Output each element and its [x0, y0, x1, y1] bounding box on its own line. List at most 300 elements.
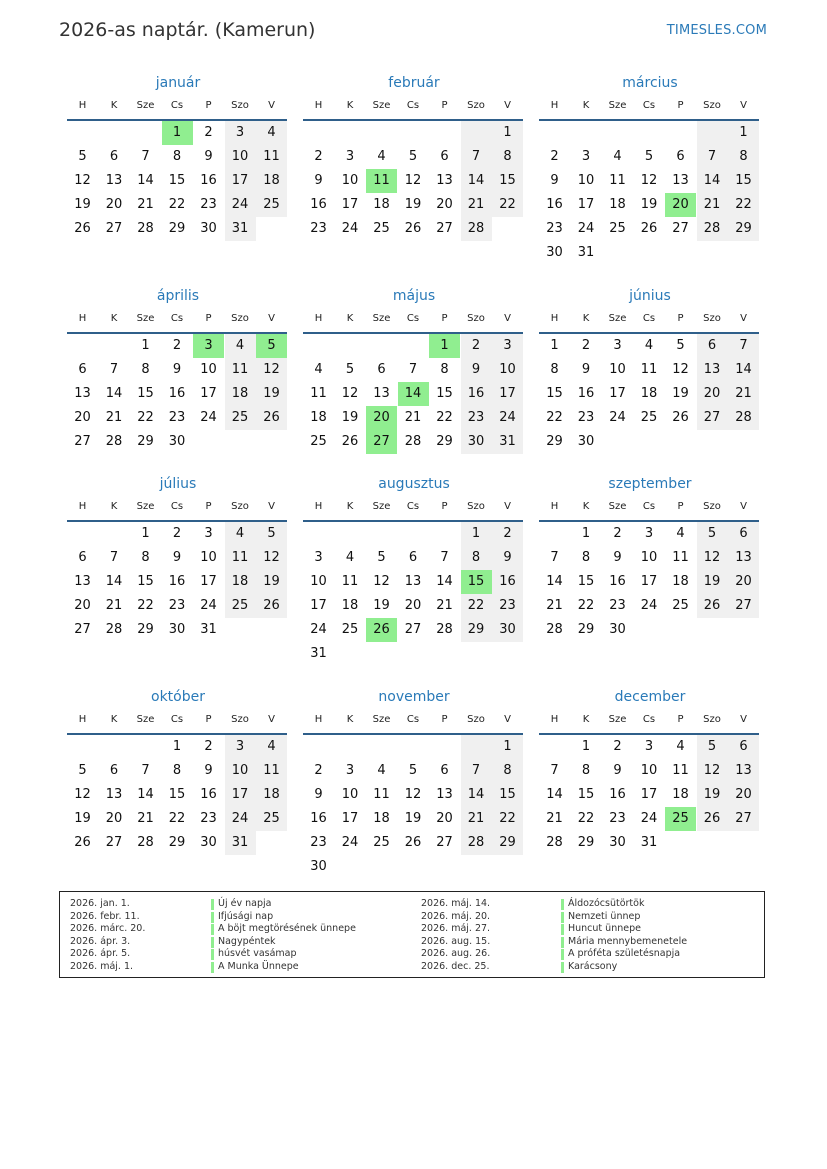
weekday-header: Sze — [372, 313, 391, 324]
day-cell: 21 — [436, 598, 453, 613]
day-cell: 14 — [436, 574, 453, 589]
day-cell: 21 — [404, 410, 422, 425]
weekday-header: H — [78, 714, 87, 725]
day-cell: 30 — [200, 835, 217, 850]
day-cell: 14 — [546, 787, 563, 802]
weekday-header: V — [740, 313, 747, 324]
day-cell: 31 — [200, 622, 217, 637]
day-cell: 12 — [373, 574, 390, 589]
weekday-header: V — [504, 714, 511, 725]
holiday-day-cell: 11 — [366, 169, 397, 193]
day-cell: 10 — [225, 759, 256, 783]
day-cell: 18 — [341, 598, 359, 613]
day-cell: 4 — [225, 522, 256, 546]
day-cell: 20 — [728, 570, 759, 594]
day-cell: 12 — [404, 173, 422, 188]
legend-color-marker — [561, 899, 564, 910]
day-cell: 6 — [408, 550, 418, 565]
day-cell: 20 — [697, 382, 728, 406]
day-cell: 26 — [672, 410, 689, 425]
day-cell: 29 — [137, 434, 154, 449]
legend-holiday-name: húsvét vasámap — [218, 948, 297, 959]
day-cell: 27 — [728, 594, 759, 618]
month-name: október — [151, 689, 205, 705]
weekday-header: P — [441, 714, 448, 725]
day-cell: 1 — [492, 121, 523, 145]
day-cell: 12 — [697, 546, 728, 570]
day-cell: 22 — [436, 410, 453, 425]
day-cell: 12 — [74, 787, 91, 802]
day-cell: 28 — [137, 221, 154, 236]
day-cell: 7 — [109, 550, 119, 565]
day-cell: 15 — [436, 386, 453, 401]
weekday-header: Cs — [406, 714, 420, 725]
day-cell: 10 — [225, 145, 256, 169]
day-cell: 6 — [728, 735, 759, 759]
day-cell: 12 — [256, 358, 287, 382]
day-cell: 6 — [697, 334, 728, 358]
day-cell: 23 — [168, 410, 186, 425]
day-cell: 9 — [581, 362, 591, 377]
legend-holiday-name: Karácsony — [568, 960, 618, 972]
day-cell: 1 — [581, 739, 591, 754]
day-cell: 23 — [200, 811, 217, 826]
day-cell: 14 — [105, 574, 123, 589]
weekday-header: Szo — [703, 714, 721, 725]
weekday-header: Cs — [642, 501, 656, 512]
day-cell: 14 — [461, 783, 492, 807]
day-cell: 25 — [640, 410, 658, 425]
day-cell: 6 — [440, 149, 449, 164]
day-cell: 30 — [609, 835, 626, 850]
legend-color-marker — [211, 949, 214, 960]
weekday-header: P — [205, 501, 212, 512]
weekday-header: Szo — [703, 100, 721, 111]
day-cell: 11 — [341, 574, 359, 589]
day-cell: 18 — [609, 197, 626, 212]
day-cell: 5 — [256, 522, 287, 546]
holiday-day-cell: 20 — [665, 193, 696, 217]
day-cell: 28 — [105, 622, 123, 637]
day-cell: 25 — [256, 193, 287, 217]
day-cell: 23 — [461, 406, 492, 430]
weekday-header: Cs — [170, 714, 184, 725]
page-title: 2026-as naptár. (Kamerun) — [59, 19, 316, 41]
day-cell: 25 — [373, 835, 390, 850]
day-cell: 6 — [440, 763, 449, 778]
day-cell: 19 — [256, 570, 287, 594]
day-cell: 12 — [697, 759, 728, 783]
legend-holiday-name: A böjt megtörésének ünnepe — [218, 923, 356, 934]
weekday-header: Sze — [136, 313, 155, 324]
day-cell: 27 — [105, 835, 123, 850]
weekday-header: P — [677, 313, 684, 324]
day-cell: 30 — [461, 430, 492, 454]
weekday-header: P — [677, 714, 684, 725]
day-cell: 12 — [341, 386, 359, 401]
day-cell: 22 — [546, 410, 563, 425]
day-cell: 7 — [728, 334, 759, 358]
day-cell: 27 — [436, 221, 453, 236]
day-cell: 21 — [105, 410, 123, 425]
day-cell: 20 — [404, 598, 422, 613]
weekday-header: Cs — [170, 313, 184, 324]
legend-date: 2026. máj. 27. — [421, 923, 491, 934]
day-cell: 27 — [74, 622, 91, 637]
day-cell: 4 — [225, 334, 256, 358]
month-name: március — [622, 75, 678, 91]
day-cell: 21 — [697, 193, 728, 217]
day-cell: 26 — [697, 807, 728, 831]
day-cell: 15 — [577, 787, 595, 802]
day-cell: 8 — [141, 362, 150, 377]
day-cell: 14 — [105, 386, 123, 401]
day-cell: 20 — [728, 783, 759, 807]
day-cell: 28 — [546, 835, 563, 850]
day-cell: 10 — [341, 173, 359, 188]
day-cell: 22 — [492, 193, 523, 217]
day-cell: 9 — [613, 763, 622, 778]
legend-date: 2026. jan. 1. — [70, 898, 130, 909]
weekday-header: H — [550, 714, 559, 725]
day-cell: 6 — [377, 362, 386, 377]
day-cell: 8 — [550, 362, 559, 377]
legend-color-marker — [211, 899, 214, 910]
day-cell: 17 — [640, 574, 658, 589]
empty-weekend-cell — [461, 121, 492, 145]
day-cell: 23 — [609, 811, 626, 826]
day-cell: 29 — [168, 221, 186, 236]
day-cell: 30 — [546, 245, 563, 260]
day-cell: 29 — [577, 835, 595, 850]
day-cell: 21 — [546, 598, 563, 613]
day-cell: 13 — [74, 386, 91, 401]
day-cell: 2 — [172, 338, 182, 353]
day-cell: 18 — [256, 783, 287, 807]
day-cell: 19 — [373, 598, 390, 613]
day-cell: 18 — [225, 382, 256, 406]
holiday-day-cell: 15 — [461, 570, 492, 594]
day-cell: 1 — [728, 121, 759, 145]
day-cell: 30 — [200, 221, 217, 236]
day-cell: 30 — [168, 622, 186, 637]
day-cell: 28 — [105, 434, 123, 449]
day-cell: 16 — [609, 574, 626, 589]
legend-date: 2026. ápr. 5. — [70, 948, 131, 959]
day-cell: 16 — [168, 386, 186, 401]
day-cell: 4 — [314, 362, 323, 377]
brand-link[interactable]: TIMESLES.COM — [666, 23, 767, 38]
day-cell: 18 — [225, 570, 256, 594]
day-cell: 11 — [256, 145, 287, 169]
day-cell: 12 — [404, 787, 422, 802]
day-cell: 30 — [577, 434, 595, 449]
holiday-day-cell: 5 — [256, 334, 287, 358]
day-cell: 21 — [105, 598, 123, 613]
day-cell: 2 — [550, 149, 559, 164]
day-cell: 3 — [225, 121, 256, 145]
day-cell: 29 — [436, 434, 453, 449]
holiday-day-cell: 1 — [162, 121, 193, 145]
day-cell: 25 — [609, 221, 626, 236]
weekday-header: V — [504, 501, 511, 512]
empty-weekend-cell — [697, 121, 728, 145]
day-cell: 10 — [200, 550, 217, 565]
day-cell: 20 — [74, 598, 91, 613]
day-cell: 17 — [200, 386, 217, 401]
day-cell: 10 — [492, 358, 523, 382]
day-cell: 15 — [492, 783, 523, 807]
day-cell: 24 — [341, 835, 359, 850]
day-cell: 5 — [408, 763, 418, 778]
day-cell: 13 — [728, 546, 759, 570]
day-cell: 31 — [492, 430, 523, 454]
day-cell: 19 — [404, 197, 422, 212]
holiday-day-cell: 26 — [366, 618, 397, 642]
day-cell: 10 — [577, 173, 595, 188]
legend-color-marker — [561, 962, 564, 973]
day-cell: 7 — [550, 763, 559, 778]
day-cell: 22 — [577, 598, 595, 613]
day-cell: 13 — [697, 358, 728, 382]
day-cell: 17 — [200, 574, 217, 589]
day-cell: 30 — [609, 622, 626, 637]
day-cell: 7 — [141, 763, 150, 778]
day-cell: 28 — [461, 831, 492, 855]
legend-color-marker — [211, 962, 214, 973]
day-cell: 20 — [436, 811, 453, 826]
legend-color-marker — [561, 924, 564, 935]
weekday-header: V — [268, 501, 275, 512]
day-cell: 26 — [74, 835, 91, 850]
day-cell: 13 — [373, 386, 390, 401]
day-cell: 26 — [640, 221, 658, 236]
weekday-header: V — [504, 100, 511, 111]
weekday-header: V — [504, 313, 511, 324]
day-cell: 18 — [640, 386, 658, 401]
weekday-header: H — [314, 714, 323, 725]
day-cell: 16 — [200, 787, 217, 802]
day-cell: 26 — [256, 594, 287, 618]
day-cell: 3 — [204, 526, 213, 541]
day-cell: 16 — [200, 173, 217, 188]
legend-holiday-name: Ifjúsági nap — [218, 910, 274, 922]
weekday-header: V — [268, 714, 275, 725]
day-cell: 13 — [436, 173, 453, 188]
weekday-header: Szo — [467, 501, 485, 512]
day-cell: 6 — [109, 149, 119, 164]
day-cell: 2 — [492, 522, 523, 546]
day-cell: 9 — [204, 763, 213, 778]
day-cell: 17 — [225, 169, 256, 193]
legend-color-marker — [561, 912, 564, 923]
day-cell: 27 — [105, 221, 123, 236]
day-cell: 4 — [613, 149, 622, 164]
day-cell: 23 — [577, 410, 595, 425]
day-cell: 21 — [461, 807, 492, 831]
weekday-header: Sze — [608, 714, 627, 725]
legend-color-marker — [561, 937, 564, 948]
day-cell: 3 — [314, 550, 323, 565]
day-cell: 24 — [640, 598, 658, 613]
day-cell: 21 — [546, 811, 563, 826]
day-cell: 29 — [137, 622, 154, 637]
day-cell: 11 — [373, 787, 390, 802]
day-cell: 31 — [310, 646, 327, 661]
day-cell: 20 — [74, 410, 91, 425]
day-cell: 7 — [550, 550, 559, 565]
day-cell: 13 — [105, 787, 123, 802]
day-cell: 22 — [137, 598, 154, 613]
weekday-header: H — [550, 501, 559, 512]
weekday-header: Cs — [642, 714, 656, 725]
day-cell: 11 — [672, 550, 689, 565]
day-cell: 18 — [373, 197, 390, 212]
day-cell: 27 — [728, 807, 759, 831]
day-cell: 17 — [310, 598, 327, 613]
day-cell: 10 — [640, 550, 658, 565]
day-cell: 3 — [581, 149, 591, 164]
legend-date: 2026. máj. 1. — [70, 960, 134, 972]
holiday-day-cell: 25 — [665, 807, 696, 831]
day-cell: 30 — [168, 434, 186, 449]
day-cell: 17 — [640, 787, 658, 802]
day-cell: 8 — [728, 145, 759, 169]
day-cell: 29 — [461, 618, 492, 642]
day-cell: 15 — [492, 169, 523, 193]
day-cell: 8 — [492, 759, 523, 783]
weekday-header: V — [740, 100, 747, 111]
day-cell: 22 — [577, 811, 595, 826]
day-cell: 2 — [613, 739, 622, 754]
day-cell: 29 — [168, 835, 186, 850]
weekday-header: Szo — [231, 501, 249, 512]
day-cell: 6 — [676, 149, 685, 164]
month-name: április — [156, 288, 200, 304]
day-cell: 11 — [640, 362, 658, 377]
day-cell: 13 — [404, 574, 422, 589]
weekday-header: H — [314, 313, 323, 324]
day-cell: 2 — [204, 125, 213, 140]
day-cell: 5 — [644, 149, 654, 164]
legend-holiday-name: Új év napja — [218, 898, 272, 909]
weekday-header: Szo — [231, 100, 249, 111]
day-cell: 9 — [172, 362, 182, 377]
day-cell: 24 — [492, 406, 523, 430]
legend-holiday-name: Mária mennybemenetele — [568, 935, 688, 947]
day-cell: 4 — [644, 338, 654, 353]
legend-color-marker — [211, 937, 214, 948]
day-cell: 26 — [74, 221, 91, 236]
day-cell: 20 — [436, 197, 453, 212]
legend-holiday-name: Nagypéntek — [218, 935, 276, 947]
day-cell: 16 — [310, 811, 327, 826]
legend-date: 2026. aug. 26. — [421, 948, 491, 959]
weekday-header: K — [110, 501, 118, 512]
day-cell: 19 — [672, 386, 689, 401]
day-cell: 4 — [256, 735, 287, 759]
day-cell: 28 — [546, 622, 563, 637]
legend-holiday-name: A próféta születésnapja — [568, 948, 681, 959]
legend-color-marker — [211, 912, 214, 923]
day-cell: 24 — [200, 410, 217, 425]
day-cell: 10 — [609, 362, 626, 377]
day-cell: 5 — [78, 149, 87, 164]
weekday-header: Szo — [703, 501, 721, 512]
day-cell: 25 — [373, 221, 390, 236]
day-cell: 11 — [256, 759, 287, 783]
weekday-header: P — [441, 501, 448, 512]
day-cell: 25 — [256, 807, 287, 831]
day-cell: 13 — [728, 759, 759, 783]
day-cell: 6 — [78, 550, 87, 565]
day-cell: 28 — [404, 434, 422, 449]
day-cell: 4 — [345, 550, 355, 565]
day-cell: 12 — [672, 362, 689, 377]
day-cell: 22 — [168, 811, 186, 826]
day-cell: 5 — [377, 550, 386, 565]
day-cell: 13 — [105, 173, 123, 188]
legend-holiday-name: Huncut ünnepe — [568, 923, 641, 934]
day-cell: 18 — [256, 169, 287, 193]
day-cell: 11 — [225, 358, 256, 382]
weekday-header: H — [78, 313, 87, 324]
day-cell: 14 — [728, 358, 759, 382]
day-cell: 18 — [672, 574, 689, 589]
holiday-day-cell: 3 — [193, 334, 224, 358]
day-cell: 19 — [74, 811, 91, 826]
day-cell: 21 — [137, 197, 154, 212]
day-cell: 3 — [492, 334, 523, 358]
day-cell: 15 — [168, 787, 186, 802]
day-cell: 25 — [341, 622, 359, 637]
day-cell: 23 — [310, 835, 327, 850]
day-cell: 28 — [461, 217, 492, 241]
day-cell: 1 — [172, 739, 182, 754]
weekday-header: K — [346, 501, 354, 512]
day-cell: 2 — [204, 739, 213, 754]
day-cell: 13 — [672, 173, 689, 188]
day-cell: 12 — [74, 173, 91, 188]
month-name: augusztus — [378, 476, 450, 492]
day-cell: 13 — [74, 574, 91, 589]
weekday-header: Cs — [642, 313, 656, 324]
weekday-header: K — [346, 100, 354, 111]
day-cell: 12 — [256, 546, 287, 570]
day-cell: 22 — [461, 594, 492, 618]
weekday-header: P — [205, 313, 212, 324]
day-cell: 5 — [408, 149, 418, 164]
day-cell: 8 — [461, 546, 492, 570]
day-cell: 24 — [225, 193, 256, 217]
day-cell: 26 — [404, 221, 422, 236]
day-cell: 5 — [78, 763, 87, 778]
day-cell: 22 — [168, 197, 186, 212]
day-cell: 4 — [676, 526, 685, 541]
day-cell: 16 — [492, 570, 523, 594]
day-cell: 28 — [436, 622, 453, 637]
weekday-header: Szo — [231, 714, 249, 725]
legend-date: 2026. ápr. 3. — [70, 935, 131, 947]
day-cell: 14 — [697, 169, 728, 193]
day-cell: 31 — [225, 831, 256, 855]
day-cell: 23 — [546, 221, 563, 236]
day-cell: 3 — [644, 526, 654, 541]
day-cell: 26 — [341, 434, 359, 449]
day-cell: 11 — [672, 763, 689, 778]
holiday-day-cell: 20 — [366, 406, 397, 430]
day-cell: 24 — [310, 622, 327, 637]
